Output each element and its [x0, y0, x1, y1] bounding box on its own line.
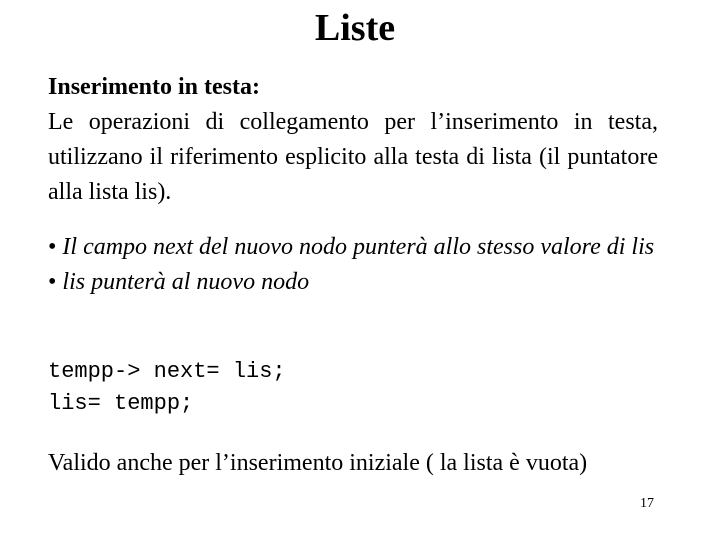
bullet-text: lis punterà al nuovo nodo — [56, 269, 310, 295]
bullet-list — [48, 230, 658, 300]
code-line: tempp-> next= lis; — [48, 359, 286, 384]
bullet-marker: • — [48, 269, 57, 295]
intro-paragraph — [48, 70, 658, 210]
page-number: 17 — [640, 496, 654, 511]
bullet-text: Il campo next del nuovo nodo punterà allo stesso valore di lis — [56, 234, 655, 260]
bullet-item — [48, 265, 658, 300]
bullet-marker: • — [48, 234, 57, 260]
intro-heading-colon: : — [251, 74, 260, 100]
slide-title: Liste — [314, 7, 396, 49]
code-block — [48, 356, 286, 420]
bullet-item — [48, 230, 658, 265]
intro-heading: Inserimento in testa — [48, 74, 252, 100]
code-line: lis= tempp; — [48, 391, 194, 416]
intro-text: Le operazioni di collegamento per l’inserimento in testa, utilizzano il riferimento esplicito alla testa di lista (il puntatore alla lista lis). — [48, 109, 658, 205]
note-paragraph: Valido anche per l’inserimento iniziale ( la lista è vuota) — [48, 450, 588, 476]
